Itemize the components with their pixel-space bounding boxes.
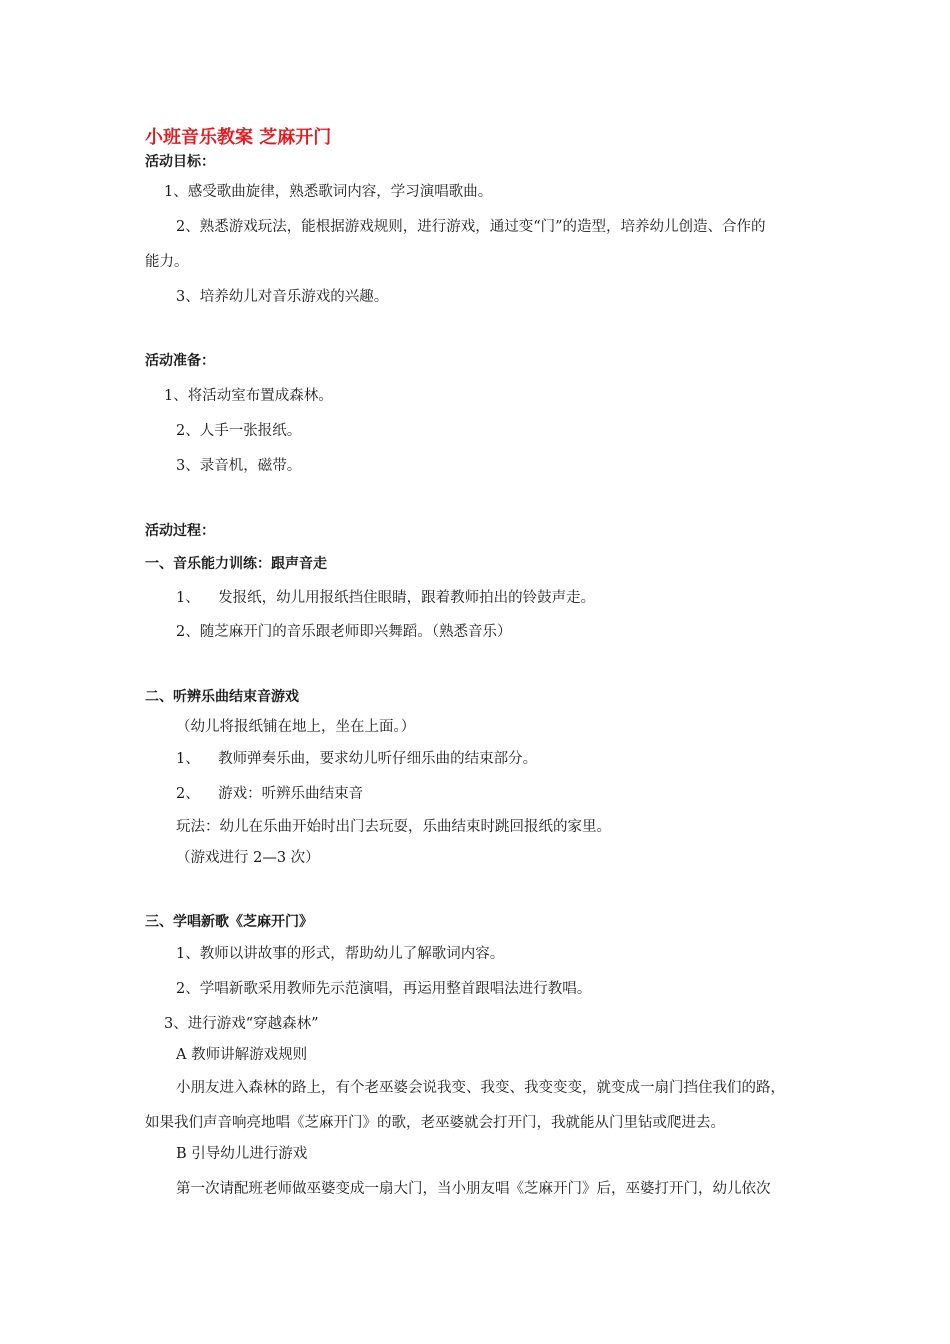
section-2-item-2: 2、 游戏：听辨乐曲结束音: [176, 786, 364, 802]
goal-item-2-line1: 2、熟悉游戏玩法，能根据游戏规则，进行游戏，通过变“门”的造型，培养幼儿创造、合作的: [176, 219, 766, 235]
section-3-heading: 三、学唱新歌《芝麻开门》: [145, 914, 313, 930]
section-3-step-a-text-line2: 如果我们声音响亮地唱《芝麻开门》的歌，老巫婆就会打开门，我就能从门里钻或爬进去。: [145, 1115, 725, 1131]
prep-item-3: 3、录音机，磁带。: [176, 458, 302, 474]
section-3-item-3: 3、进行游戏“穿越森林”: [164, 1016, 319, 1032]
goal-item-3: 3、培养幼儿对音乐游戏的兴趣。: [176, 289, 389, 305]
section-3-step-a: A 教师讲解游戏规则: [176, 1047, 308, 1063]
section-3-step-b: B 引导幼儿进行游戏: [176, 1146, 308, 1162]
page-title: 小班音乐教案 芝麻开门: [145, 127, 332, 148]
goal-item-2-line2: 能力。: [145, 254, 189, 270]
section-1-item-2: 2、随芝麻开门的音乐跟老师即兴舞蹈。（熟悉音乐）: [176, 624, 512, 640]
section-3-step-a-text-line1: 小朋友进入森林的路上，有个老巫婆会说我变、我变、我变变变，就变成一扇门挡住我们的路，: [176, 1080, 785, 1096]
section-1-item-1: 1、 发报纸，幼儿用报纸挡住眼睛，跟着教师拍出的铃鼓声走。: [176, 590, 596, 606]
prep-item-2: 2、人手一张报纸。: [176, 423, 302, 439]
goal-item-1: 1、感受歌曲旋律，熟悉歌词内容，学习演唱歌曲。: [164, 184, 493, 200]
process-heading: 活动过程：: [145, 523, 215, 539]
section-2-note: （幼儿将报纸铺在地上，坐在上面。）: [176, 719, 416, 735]
section-3-item-2: 2、学唱新歌采用教师先示范演唱，再运用整首跟唱法进行教唱。: [176, 981, 592, 997]
section-1-heading: 一、音乐能力训练：跟声音走: [145, 556, 327, 572]
section-3-step-b-text-line1: 第一次请配班老师做巫婆变成一扇大门，当小朋友唱《芝麻开门》后，巫婆打开门，幼儿依次: [176, 1181, 771, 1197]
goals-heading: 活动目标：: [145, 154, 215, 170]
section-3-item-1: 1、教师以讲故事的形式，帮助幼儿了解歌词内容。: [176, 946, 505, 962]
section-2-item-1: 1、 教师弹奏乐曲，要求幼儿听仔细乐曲的结束部分。: [176, 751, 538, 767]
section-2-repeat-note: （游戏进行 2—3 次）: [176, 850, 320, 866]
section-2-play-rules: 玩法：幼儿在乐曲开始时出门去玩耍，乐曲结束时跳回报纸的家里。: [176, 819, 611, 835]
prep-item-1: 1、将活动室布置成森林。: [164, 388, 333, 404]
prep-heading: 活动准备：: [145, 353, 215, 369]
section-2-heading: 二、听辨乐曲结束音游戏: [145, 689, 299, 705]
